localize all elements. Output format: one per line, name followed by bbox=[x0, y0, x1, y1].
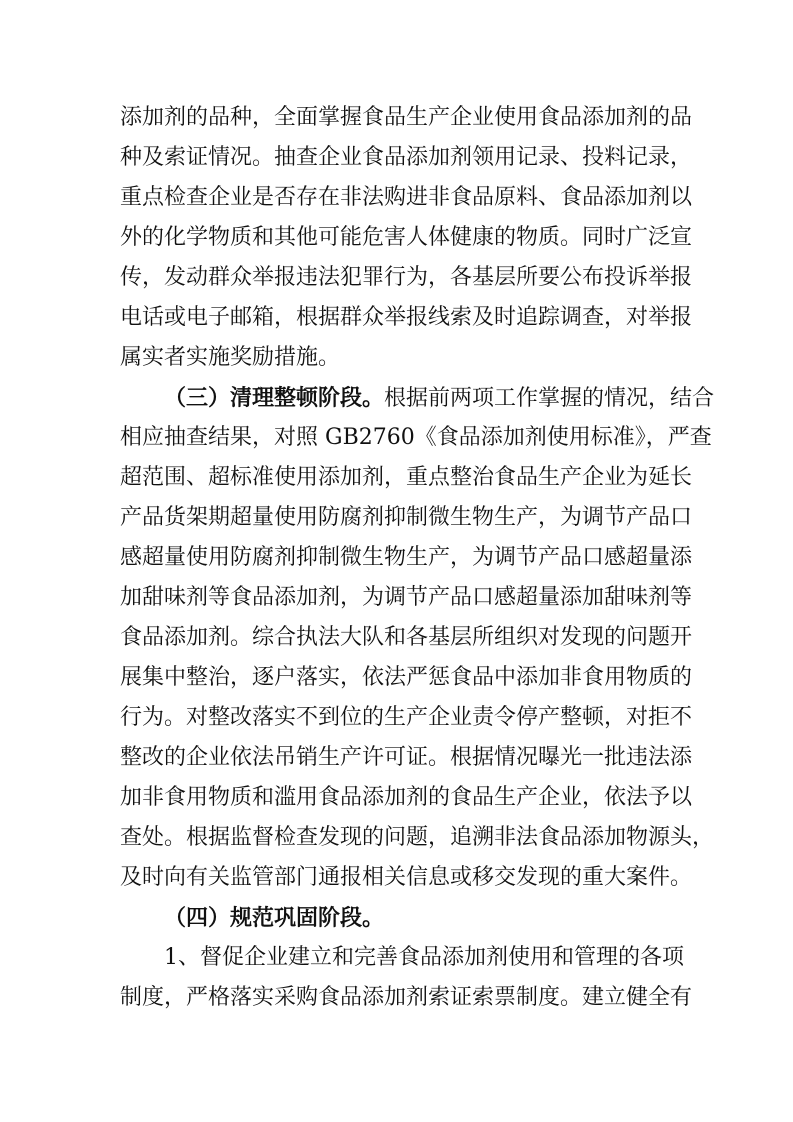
paragraph-line: 超范围、超标准使用添加剂，重点整治食品生产企业为延长 bbox=[120, 465, 693, 490]
section-heading: （三）清理整顿阶段。 bbox=[164, 385, 385, 411]
paragraph-line: 制度，严格落实采购食品添加剂索证索票制度。建立健全有 bbox=[120, 985, 693, 1010]
paragraph-line: 整改的企业依法吊销生产许可证。根据情况曝光一批违法添 bbox=[120, 745, 693, 770]
paragraph-line: 电话或电子邮箱，根据群众举报线索及时追踪调查，对举报 bbox=[120, 305, 693, 330]
paragraph-line: 查处。根据监督检查发现的问题，追溯非法食品添加物源头， bbox=[120, 825, 715, 850]
paragraph-line: 感超量使用防腐剂抑制微生物生产，为调节产品口感超量添 bbox=[120, 545, 693, 570]
paragraph-line: 属实者实施奖励措施。 bbox=[120, 345, 341, 370]
section-heading-line bbox=[164, 383, 715, 413]
paragraph-line: 种及索证情况。抽查企业食品添加剂领用记录、投料记录， bbox=[120, 145, 693, 170]
paragraph-line: 行为。对整改落实不到位的生产企业责令停产整顿，对拒不 bbox=[120, 705, 693, 730]
section-heading-line bbox=[164, 903, 676, 933]
paragraph-line: 传，发动群众举报违法犯罪行为，各基层所要公布投诉举报 bbox=[120, 265, 693, 290]
paragraph-line: 产品货架期超量使用防腐剂抑制微生物生产，为调节产品口 bbox=[120, 505, 693, 530]
paragraph-line: 1、督促企业建立和完善食品添加剂使用和管理的各项 bbox=[164, 945, 684, 970]
paragraph-line: 及时向有关监管部门通报相关信息或移交发现的重大案件。 bbox=[120, 865, 693, 890]
paragraph-line: 食品添加剂。综合执法大队和各基层所组织对发现的问题开 bbox=[120, 625, 693, 650]
paragraph-line: 添加剂的品种，全面掌握食品生产企业使用食品添加剂的品 bbox=[120, 105, 693, 130]
section-heading: （四）规范巩固阶段。 bbox=[164, 905, 385, 931]
paragraph-text: 根据前两项工作掌握的情况，结合 bbox=[384, 386, 715, 411]
paragraph-line: 相应抽查结果，对照 GB2760《食品添加剂使用标准》，严查 bbox=[120, 425, 712, 450]
paragraph-line: 加甜味剂等食品添加剂，为调节产品口感超量添加甜味剂等 bbox=[120, 585, 693, 610]
paragraph-line: 加非食用物质和滥用食品添加剂的食品生产企业，依法予以 bbox=[120, 785, 693, 810]
paragraph-line: 展集中整治，逐户落实，依法严惩食品中添加非食用物质的 bbox=[120, 665, 693, 690]
paragraph-line: 重点检查企业是否存在非法购进非食品原料、食品添加剂以 bbox=[120, 185, 693, 210]
paragraph-line: 外的化学物质和其他可能危害人体健康的物质。同时广泛宣 bbox=[120, 225, 693, 250]
